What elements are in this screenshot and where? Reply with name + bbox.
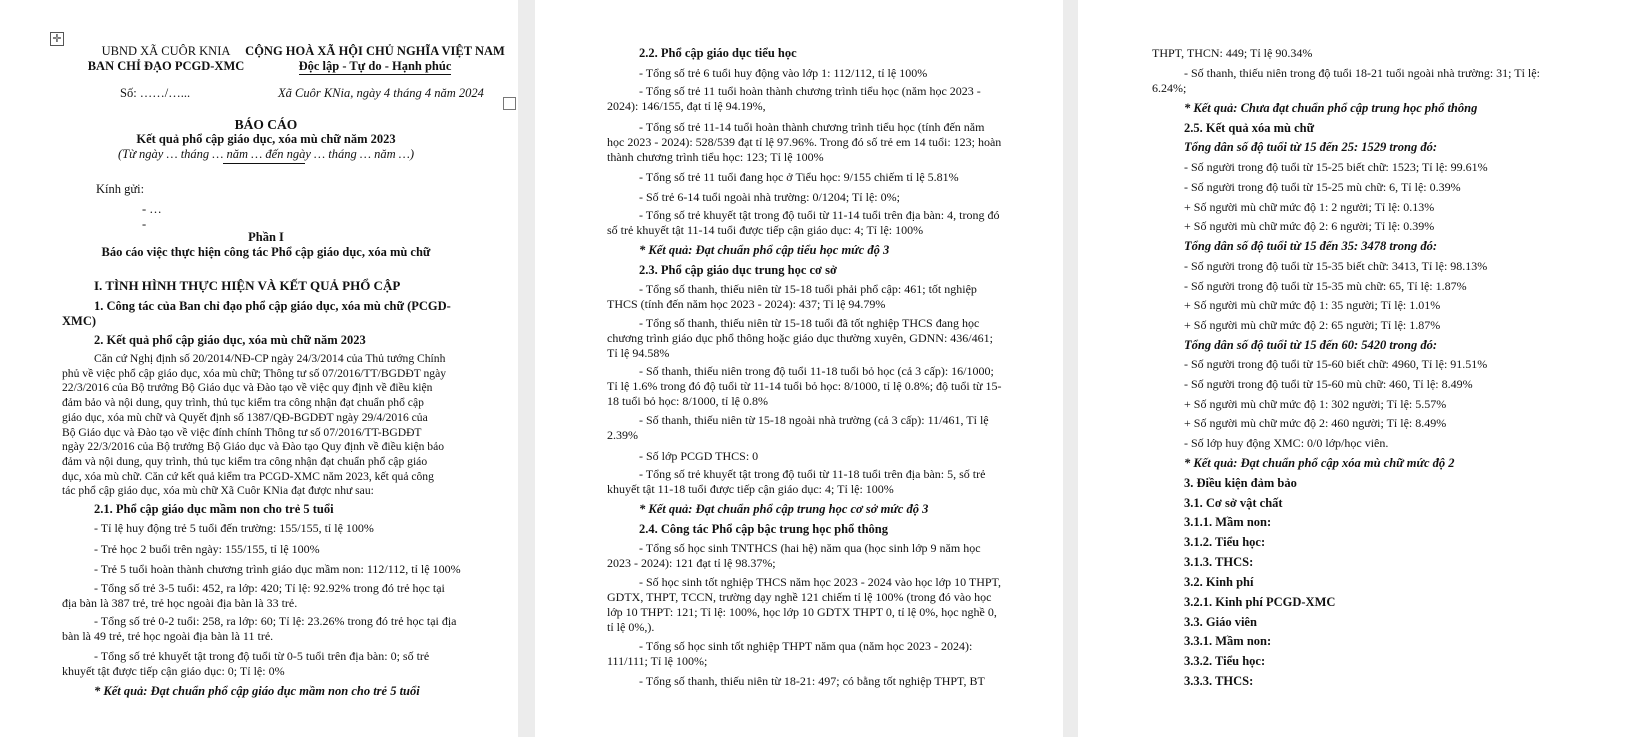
report-subtitle: Kết quả phổ cập giáo dục, xóa mù chữ năm 2023 (136, 132, 396, 146)
section-3-2-1-heading: 3.2.1. Kinh phí PCGD-XMC (1184, 595, 1336, 609)
basis-line: 22/3/2016 của Bộ trưởng Bộ Giáo dục và Đào tạo về việc quy định về điều kiện (62, 381, 433, 395)
highschool-item-p-line2: THPT, THCN: 449; Tỉ lệ 90.34% (1152, 46, 1313, 60)
secondary-item-l-line1: - Tổng số trẻ khuyết tật trong độ tuổi từ 11-18 tuổi trên địa bàn: 5, số trẻ (639, 467, 986, 481)
section-3-heading: 3. Điều kiện đảm bảo (1184, 476, 1297, 490)
primary-item-c-line2: học 2023 - 2024): 528/539 đạt tỉ lệ 97.96%. Trong đó số trẻ em 14 tuổi: 123; hoàn (607, 135, 1002, 149)
nation-line-2: Độc lập - Tự do - Hạnh phúc (298, 59, 452, 73)
subsection-2-heading: 2. Kết quả phổ cập giáo dục, xóa mù chữ năm 2023 (94, 333, 366, 347)
literacy-item: - Số người trong độ tuổi từ 15-25 biết chữ: 1523; Tỉ lệ: 99.61% (1184, 160, 1488, 174)
part-title: Báo cáo việc thực hiện công tác Phổ cập giáo dục, xóa mù chữ (101, 245, 431, 259)
section-1-heading: I. TÌNH HÌNH THỰC HIỆN VÀ KẾT QUẢ PHỔ CẬP (94, 278, 401, 293)
highschool-item-n-line4: tỉ lệ 0%,). (607, 620, 655, 634)
literacy-item: - Số người trong độ tuổi từ 15-60 biết chữ: 4960, Tỉ lệ: 91.51% (1184, 357, 1488, 371)
literacy-item: - Số người trong độ tuổi từ 15-35 mù chữ: 65, Tỉ lệ: 1.87% (1184, 279, 1467, 293)
primary-item-b-line1: - Tổng số trẻ 11 tuổi hoàn thành chương trình tiểu học (năm học 2023 - (639, 84, 981, 98)
org-header (66, 44, 266, 74)
nation-header (240, 44, 510, 75)
recipient-label: Kính gửi: (96, 182, 145, 196)
text-box-anchor[interactable] (503, 97, 516, 110)
subsection-1-line1: 1. Công tác của Ban chỉ đạo phổ cập giáo dục, xóa mù chữ (PCGD- (94, 299, 451, 313)
literacy-classes-item: - Số lớp huy động XMC: 0/0 lớp/học viên. (1184, 436, 1389, 450)
section-3-1-1-heading: 3.1.1. Mầm non: (1184, 515, 1272, 529)
preschool-item-f-line1: - Tổng số trẻ khuyết tật trong độ tuổi từ 0-5 tuổi trên địa bàn: 0; số trẻ (94, 649, 430, 663)
subsection-2-1-heading: 2.1. Phổ cập giáo dục mầm non cho trẻ 5 tuổi (94, 502, 334, 516)
preschool-item-f-line2: khuyết tật được tiếp cận giáo dục: 0; Tỉ lệ: 0% (62, 664, 285, 678)
secondary-item-l-line2: khuyết tật 11-18 tuổi được tiếp cận giáo dục: 4; Tỉ lệ: 100% (607, 482, 894, 496)
preschool-item-e-line2: bàn là 49 trẻ, trẻ học ngoài địa bàn là 11 trẻ. (62, 629, 274, 643)
basis-line: tác phổ cập giáo dục, xóa mù chữ Xã Cuôr KNia đạt được như sau: (62, 484, 374, 498)
section-3-2-heading: 3.2. Kinh phí (1184, 575, 1254, 589)
table-move-handle-icon[interactable]: ✛ (50, 32, 64, 46)
section-3-1-3-heading: 3.1.3. THCS: (1184, 555, 1254, 569)
secondary-item-j-line1: - Số thanh, thiếu niên từ 15-18 ngoài nhà trường (cả 3 cấp): 11/461, Tỉ lệ (639, 413, 989, 427)
place-date: Xã Cuôr KNia, ngày 4 tháng 4 năm 2024 (278, 86, 484, 100)
subsection-2-5-heading: 2.5. Kết quả xóa mù chữ (1184, 121, 1315, 135)
primary-result: * Kết quả: Đạt chuẩn phổ cập tiểu học mức độ 3 (639, 243, 890, 257)
literacy-item: + Số người mù chữ mức độ 1: 2 người; Tỉ lệ: 0.13% (1184, 200, 1435, 214)
part-heading: Phần I (248, 230, 284, 244)
secondary-item-i-line2: Tỉ lệ 1.6% trong đó độ tuổi từ 11-14 tuổi bỏ học: 8/1000, tỉ lệ 0.8%; độ tuổi từ 15- (607, 379, 1002, 393)
literacy-item: + Số người mù chữ mức độ 1: 35 người; Tỉ lệ: 1.01% (1184, 298, 1441, 312)
highschool-item-o-line2: 111/111; Tỉ lệ 100%; (607, 654, 708, 668)
preschool-item-d-line1: - Tổng số trẻ 3-5 tuổi: 452, ra lớp: 420; Tỉ lệ: 92.92% trong đó trẻ học tại (94, 581, 445, 595)
document-page-2 (535, 0, 1063, 737)
preschool-item-b: - Trẻ học 2 buổi trên ngày: 155/155, tỉ lệ 100% (94, 542, 320, 556)
secondary-item-i-line3: 18 tuổi bỏ học: 8/1000, tỉ lệ 0.8% (607, 394, 768, 408)
report-title: BÁO CÁO (234, 117, 298, 132)
primary-item-d: - Tổng số trẻ 11 tuổi đang học ở Tiểu học: 9/155 chiếm tỉ lệ 5.81% (639, 170, 959, 184)
doc-number: Số: ……/…... (120, 86, 191, 100)
literacy-item: + Số người mù chữ mức độ 1: 302 người; Tỉ lệ: 5.57% (1184, 397, 1447, 411)
literacy-group-15-35: Tổng dân số độ tuổi từ 15 đến 35: 3478 trong đó: (1184, 239, 1438, 253)
preschool-result: * Kết quả: Đạt chuẩn phổ cập giáo dục mầm non cho trẻ 5 tuổi (94, 684, 420, 698)
literacy-group-15-60: Tổng dân số độ tuổi từ 15 đến 60: 5420 trong đó: (1184, 338, 1438, 352)
subsection-2-3-heading: 2.3. Phổ cập giáo dục trung học cơ sở (639, 263, 837, 277)
preschool-item-a: - Tỉ lệ huy động trẻ 5 tuổi đến trường: 155/155, tỉ lệ 100% (94, 521, 374, 535)
section-3-3-1-heading: 3.3.1. Mầm non: (1184, 634, 1272, 648)
basis-line: đảm bảo và nội dung, quy trình, thủ tục kiểm tra công nhận đạt chuẩn phổ cập (62, 396, 424, 410)
literacy-item: - Số người trong độ tuổi từ 15-25 mù chữ: 6, Tỉ lệ: 0.39% (1184, 180, 1461, 194)
title-underline (223, 163, 305, 164)
literacy-result: * Kết quả: Đạt chuẩn phổ cập xóa mù chữ mức độ 2 (1184, 456, 1455, 470)
basis-line: Căn cứ Nghị định số 20/2014/NĐ-CP ngày 24/3/2014 của Thủ tướng Chính (94, 352, 446, 365)
literacy-item: + Số người mù chữ mức độ 2: 65 người; Tỉ lệ: 1.87% (1184, 318, 1441, 332)
basis-line: Bộ Giáo dục và Đào tạo về việc đính chính Thông tư số 07/2016/TT-BGDĐT (62, 425, 422, 439)
secondary-item-k: - Số lớp PCGD THCS: 0 (639, 449, 759, 463)
basis-line: đảm và nội dung, quy trình, thủ tục kiểm tra công nhận đạt chuẩn phổ cập giáo (62, 454, 428, 468)
highschool-item-o-line1: - Tổng số học sinh tốt nghiệp THPT năm qua (năm học 2023 - 2024): (639, 639, 973, 653)
primary-item-c-line3: thành chương trình tiểu học: 123; Tỉ lệ 100% (607, 150, 824, 164)
highschool-item-n-line2: GDTX, THPT, TCCN, trường dạy nghề 121 chiếm tỉ lệ 100% (trong đó vào học (607, 590, 992, 604)
subsection-2-2-heading: 2.2. Phổ cập giáo dục tiểu học (639, 46, 797, 60)
primary-item-e: - Số trẻ 6-14 tuổi ngoài nhà trường: 0/1204; Tỉ lệ: 0%; (639, 190, 900, 204)
preschool-item-d-line2: địa bàn là 387 trẻ, trẻ học ngoài địa bàn là 33 trẻ. (62, 596, 298, 610)
preschool-item-e-line1: - Tổng số trẻ 0-2 tuổi: 258, ra lớp: 60; Tỉ lệ: 23.26% trong đó trẻ học tại địa (94, 614, 457, 628)
subsection-2-4-heading: 2.4. Công tác Phổ cập bậc trung học phổ thông (639, 522, 888, 536)
highschool-item-n-line1: - Số học sinh tốt nghiệp THCS năm học 2023 - 2024 vào học lớp 10 THPT, (639, 575, 1001, 589)
basis-line: giáo dục, xóa mù chữ và Quyết định số 1387/QĐ-BGDĐT ngày 29/4/2016 của (62, 410, 428, 424)
report-period: (Từ ngày … tháng … năm … đến ngày … tháng … năm …) (117, 147, 415, 161)
section-3-1-2-heading: 3.1.2. Tiểu học: (1184, 535, 1266, 549)
literacy-group-15-25: Tổng dân số độ tuổi từ 15 đến 25: 1529 trong đó: (1184, 140, 1438, 154)
section-3-3-2-heading: 3.3.2. Tiểu học: (1184, 654, 1266, 668)
literacy-item: + Số người mù chữ mức độ 2: 460 người; Tỉ lệ: 8.49% (1184, 416, 1447, 430)
primary-item-f-line1: - Tổng số trẻ khuyết tật trong độ tuổi từ 11-14 tuổi trên địa bàn: 4, trong đó (639, 208, 1000, 222)
secondary-item-i-line1: - Số thanh, thiếu niên trong độ tuổi 11-18 tuổi bỏ học (cả 3 cấp): 16/1000; (639, 364, 994, 378)
section-3-3-heading: 3.3. Giáo viên (1184, 615, 1257, 629)
primary-item-a: - Tổng số trẻ 6 tuổi huy động vào lớp 1: 112/112, tỉ lệ 100% (639, 66, 928, 80)
secondary-item-g-line2: THCS (tính đến năm học 2023 - 2024): 437; Tỉ lệ 94.79% (607, 297, 886, 311)
org-line-2: BAN CHỈ ĐẠO PCGD-XMC (87, 59, 245, 73)
literacy-item: - Số người trong độ tuổi từ 15-35 biết chữ: 3413, Tỉ lệ: 98.13% (1184, 259, 1488, 273)
preschool-item-c: - Trẻ 5 tuổi hoàn thành chương trình giáo dục mầm non: 112/112, tỉ lệ 100% (94, 562, 461, 576)
highschool-result: * Kết quả: Chưa đạt chuẩn phổ cập trung học phổ thông (1184, 101, 1478, 115)
highschool-item-q-line1: - Số thanh, thiếu niên trong độ tuổi 18-21 tuổi ngoài nhà trường: 31; Tỉ lệ: (1184, 66, 1540, 80)
highschool-item-n-line3: lớp 10 THPT: 121; Tỉ lệ: 100%, học lớp 10 GDTX THPT 0, tỉ lệ 0%, học nghề 0, (607, 605, 997, 619)
highschool-item-m-line1: - Tổng số học sinh TNTHCS (hai hệ) năm qua (học sinh lớp 9 năm học (639, 541, 981, 555)
subsection-1-line2: XMC) (62, 314, 97, 328)
recipient-2: - (142, 217, 147, 231)
section-3-1-heading: 3.1. Cơ sở vật chất (1184, 496, 1283, 510)
section-3-3-3-heading: 3.3.3. THCS: (1184, 674, 1254, 688)
basis-line: ngày 22/3/2016 của Bộ trưởng Bộ Giáo dục và Đào tạo Quy định về điều kiện bảo (62, 440, 445, 454)
org-line-1: UBND XÃ CUÔR KNIA (101, 44, 231, 58)
secondary-item-g-line1: - Tổng số thanh, thiếu niên từ 15-18 tuổi phải phổ cập: 461; tốt nghiệp (639, 282, 977, 296)
highschool-item-q-line2: 6.24%; (1152, 81, 1187, 95)
recipient-1: - … (142, 202, 162, 216)
basis-line: dục, xóa mù chữ. Căn cứ kết quả kiểm tra PCGD-XMC năm 2023, kết quả công (62, 469, 434, 483)
primary-item-f-line2: số trẻ khuyết tật 11-14 tuổi được tiếp cận giáo dục: 4; Tỉ lệ: 100% (607, 223, 924, 237)
document-page-3 (1078, 0, 1630, 737)
legal-basis-paragraph (62, 352, 472, 499)
secondary-item-h-line3: Tỉ lệ 94.58% (607, 346, 670, 360)
secondary-item-h-line1: - Tổng số thanh, thiếu niên từ 15-18 tuổi đã tốt nghiệp THCS đang học (639, 316, 980, 330)
highschool-item-m-line2: 2023 - 2024): 121 đạt tỉ lệ 98.37%; (607, 556, 776, 570)
basis-line: phủ về việc phổ cập giáo dục, xóa mù chữ; Thông tư số 07/2016/TT/BGDĐT ngày (62, 366, 447, 380)
secondary-item-j-line2: 2.39% (607, 428, 638, 442)
literacy-item: - Số người trong độ tuổi từ 15-60 mù chữ: 460, Tỉ lệ: 8.49% (1184, 377, 1473, 391)
nation-line-1: CỘNG HOÀ XÃ HỘI CHỦ NGHĨA VIỆT NAM (245, 44, 505, 58)
secondary-item-h-line2: chương trình giáo dục phổ thông hoặc giáo dục thường xuyên, GDNN: 436/461; (607, 331, 993, 345)
document-page-1 (0, 0, 518, 737)
primary-item-c-line1: - Tổng số trẻ 11-14 tuổi hoàn thành chương trình tiểu học (tính đến năm (639, 120, 985, 134)
secondary-result: * Kết quả: Đạt chuẩn phổ cập trung học cơ sở mức độ 3 (639, 502, 929, 516)
highschool-item-p-line1: - Tổng số thanh, thiếu niên từ 18-21: 497; có bằng tốt nghiệp THPT, BT (639, 674, 985, 688)
primary-item-b-line2: 2024): 146/155, đạt tỉ lệ 94.19%, (607, 99, 766, 113)
literacy-item: + Số người mù chữ mức độ 2: 6 người; Tỉ lệ: 0.39% (1184, 219, 1435, 233)
